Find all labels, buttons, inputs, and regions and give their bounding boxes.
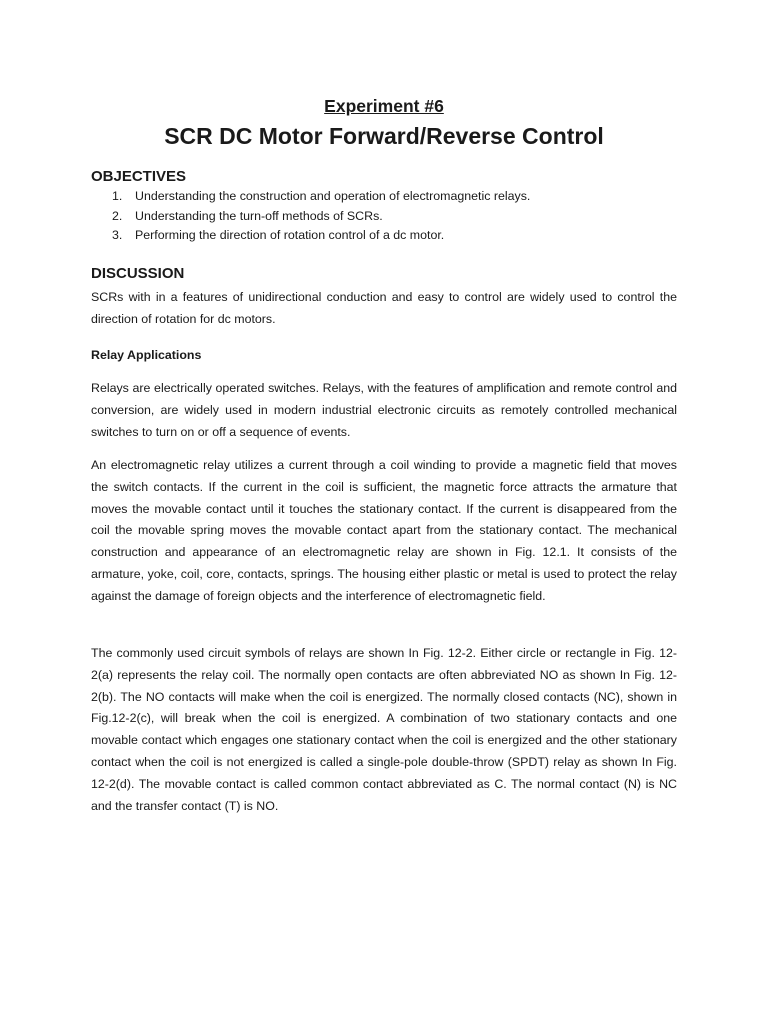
objective-text: Understanding the construction and operation of electromagnetic relays. [135, 189, 531, 203]
objectives-heading: OBJECTIVES [91, 168, 187, 185]
objective-text: Understanding the turn-off methods of SCRs. [135, 208, 383, 223]
discussion-heading: DISCUSSION [91, 265, 185, 282]
body-paragraph: The commonly used circuit symbols of relays are shown In Fig. 12-2. Either circle or rectangle in Fig. 12-2(a) represents the relay coil. The normally open contacts are often abbreviated NO as shown In Fig. 12-2(b). The NO contacts will make when the coil is energized. The normally closed contacts (NC), shown in Fig.12-2(c), will break when the coil is energized. A combination of two stationary contacts and one movable contact which engages one stationary contact when the coil is energized and the other stationary contact when the coil is not energized is called a single-pole double-throw (SPDT) relay as shown In Fig. 12-2(d). The movable contact is called common contact abbreviated as C. The normal contact (N) is NC and the transfer contact (T) is NO. [91, 646, 677, 813]
objective-item [112, 187, 530, 207]
objective-number: 3. [112, 228, 123, 242]
relay-applications-subheading: Relay Applications [91, 348, 202, 362]
body-paragraph: An electromagnetic relay utilizes a current through a coil winding to provide a magnetic field that moves the switch contacts. If the current in the coil is sufficient, the magnetic force attracts the armature that moves the movable contact until it touches the stationary contact. If the current is disappeared from the coil the movable spring moves the movable contact apart from the stationary contact. The mechanical construction and appearance of an electromagnetic relay are shown in Fig. 12.1. It consists of the armature, yoke, coil, core, contacts, springs. The housing either plastic or metal is used to protect the relay against the damage of foreign objects and the interference of electromagnetic field. [91, 458, 677, 603]
experiment-label: Experiment #6 [324, 96, 444, 116]
objective-text: Performing the direction of rotation control of a dc motor. [135, 228, 445, 242]
objectives-list [112, 187, 530, 246]
objective-number: 1. [112, 189, 123, 203]
discussion-intro-paragraph: SCRs with in a features of unidirectional conduction and easy to control are widely used to control the direction of rotation for dc motors. [91, 290, 677, 326]
body-paragraph: Relays are electrically operated switches. Relays, with the features of amplification and remote control and conversion, are widely used in modern industrial electronic circuits as remotely controlled mechanical switches to turn on or off a sequence of events. [91, 381, 677, 439]
objective-item [112, 207, 530, 227]
objective-item [112, 226, 530, 246]
document-title: SCR DC Motor Forward/Reverse Control [164, 123, 604, 149]
objective-number: 2. [112, 208, 123, 223]
